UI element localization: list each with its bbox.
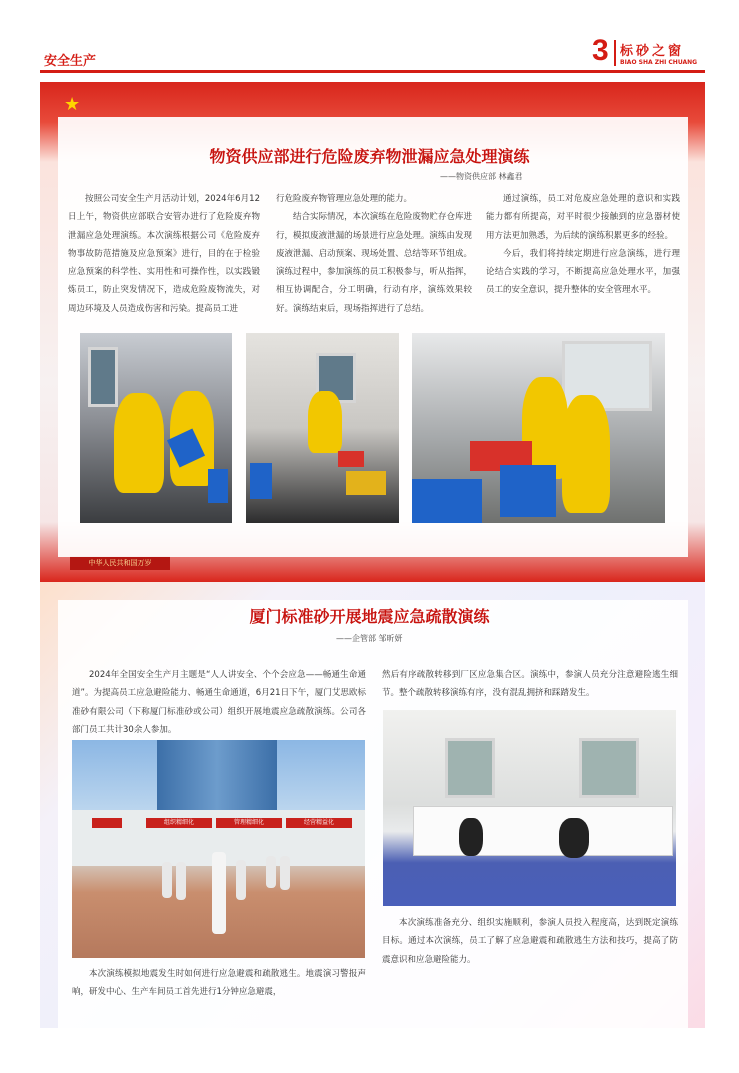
article2-column-2-cont bbox=[382, 914, 678, 969]
article2-title: 厦门标准砂开展地震应急疏散演练 bbox=[249, 607, 490, 626]
column-name-en: BIAO SHA ZHI CHUANG bbox=[620, 59, 698, 66]
slogan-1: 组织精细化 bbox=[163, 819, 194, 826]
header-divider bbox=[614, 40, 616, 66]
article1-para-3b: 今后，我们将持续定期进行应急演练，进行理论结合实践的学习，不断提高应急处理水平，加强员工的安全意识，提升整体的安全管理水平。 bbox=[486, 248, 680, 296]
article2-column-1-cont bbox=[72, 965, 366, 1002]
photo-hazmat-drill-1 bbox=[80, 333, 232, 523]
article1-para-2a: 行危险废弃物管理应急处理的能力。 bbox=[276, 194, 413, 204]
photo-evacuation-assembly bbox=[72, 740, 365, 958]
slogan-3: 经营精益化 bbox=[303, 819, 334, 826]
photo-earthquake-cover bbox=[383, 710, 676, 906]
section-title: 安全生产 bbox=[44, 54, 97, 69]
article2-column-2 bbox=[382, 666, 678, 703]
flag-stars-icon: ★ bbox=[64, 94, 81, 115]
article2-para-2a: 然后有序疏散转移到厂区应急集合区。演练中，参演人员充分注意避险逃生细节。整个疏散转移演练有序，没有混乱拥挤和踩踏发生。 bbox=[382, 670, 678, 699]
article2-para-1b: 本次演练模拟地震发生时如何进行应急避震和疏散逃生。地震演习警报声响，研发中心、生产车间员工首先进行1分钟应急避震， bbox=[72, 969, 366, 998]
photo-hazmat-drill-3 bbox=[412, 333, 665, 523]
article1-para-1: 按照公司安全生产月活动计划，2024年6月12日上午，物资供应部联合安管办进行了危险废弃物泄漏应急处理演练。本次演练根据公司《危险废弃物事故防范措施及应急预案》进行，目的在于检验应急预案的科学性、实用性和可操作性，以实践锻炼员工，防止突发情况下，造成危险废物流失，对周边环境及人员造成伤害和污染。提高员工进 bbox=[68, 194, 260, 314]
article1-column-2 bbox=[276, 190, 472, 318]
slogan-2: 管理精细化 bbox=[233, 819, 264, 826]
article1-byline: ——物资供应部 林鑫君 bbox=[440, 172, 523, 181]
article2-column-1 bbox=[72, 666, 366, 739]
article1-title: 物资供应部进行危险废弃物泄漏应急处理演练 bbox=[209, 147, 530, 166]
article2-byline: ——企管部 邹昕妍 bbox=[336, 634, 403, 643]
article2-para-2b: 本次演练准备充分、组织实施顺利，参演人员投入程度高，达到既定演练目标。通过本次演练，员工了解了应急避震和疏散逃生方法和技巧，提高了防震意识和应急避险能力。 bbox=[382, 918, 678, 965]
article1-para-3a: 通过演练，员工对危废应急处理的意识和实践能力都有所提高，对平时很少接触到的应急器材使用方法更加熟悉，为后续的演练积累更多的经验。 bbox=[486, 194, 680, 241]
column-name: 标砂之窗 bbox=[620, 44, 685, 59]
article1-column-3 bbox=[486, 190, 680, 300]
tiananmen-banner: 中华人民共和国万岁 bbox=[70, 556, 170, 570]
page-number: 3 bbox=[592, 34, 609, 67]
photo-hazmat-drill-2 bbox=[246, 333, 399, 523]
article1-para-2b: 结合实际情况，本次演练在危险废物贮存仓库进行，模拟废液泄漏的场景进行应急处理。演练由发现废液泄漏、启动预案、现场处置、总结等环节组成。演练过程中，参加演练的员工积极参与，听从指挥，相互协调配合，分工明确，行动有序，演练效果较好。演练结束后，现场指挥进行了总结。 bbox=[276, 212, 472, 314]
article1-column-1 bbox=[68, 190, 260, 318]
article2-para-1: 2024年全国安全生产月主题是“人人讲安全、个个会应急——畅通生命通道”。为提高员工应急避险能力、畅通生命通道，6月21日下午，厦门艾思欧标准砂有限公司（下称厦门标准砂或公司）组织开展地震应急疏散演练。公司各部门员工共计30余人参加。 bbox=[72, 670, 366, 735]
header-rule bbox=[40, 70, 705, 73]
